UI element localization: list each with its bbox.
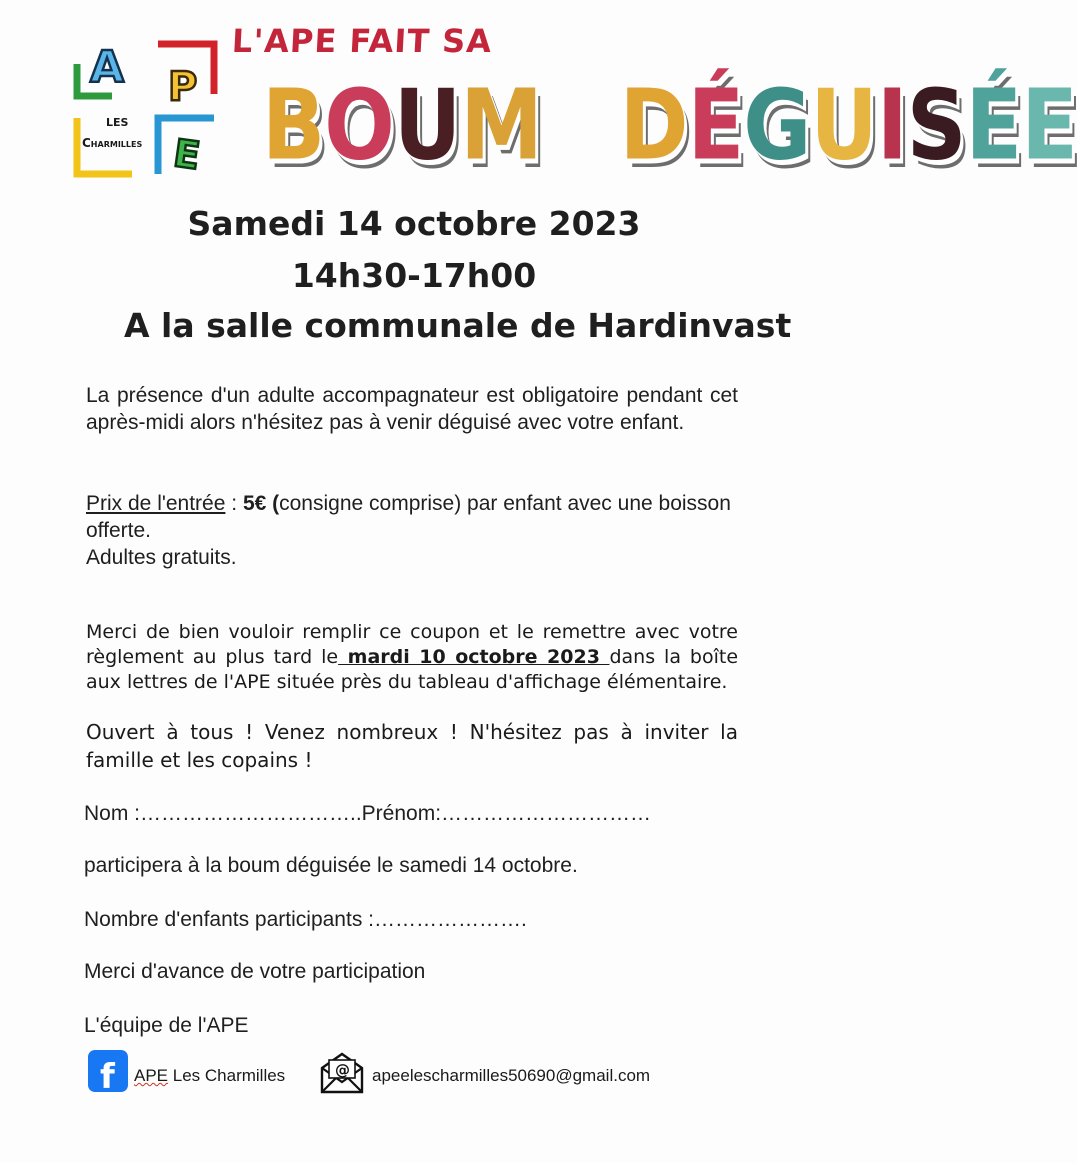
svg-text:P: P [168,64,198,110]
title-word-deguisee [619,68,1077,183]
svg-text:@: @ [335,1061,350,1079]
adults-free: Adultes gratuits. [86,546,237,569]
logo-letter-a [86,42,130,93]
title-word-boum [262,68,542,183]
coupon-text-start: Merci de bien vouloir remplir ce coupon et le remettre avec votre règlement au plus tard le [86,621,738,668]
price-label: Prix de l'entrée [86,492,226,515]
title-letter: M [460,68,542,183]
coupon-instructions [86,620,738,695]
event-venue: A la salle communale de Hardinvast [124,306,792,345]
children-count-field: Nombre d'enfants participants :…………………. [84,908,527,931]
title-letter: É [687,68,744,183]
title-letter: I [876,68,907,183]
price-details: consigne comprise) par enfant avec une boisson offerte. [86,492,731,542]
title-letter: U [810,68,877,183]
name-fields: Nom :…………………………..Prénom:………………………… [84,802,652,825]
logo-letter-e [170,130,210,179]
event-date: Samedi 14 octobre 2023 [187,204,641,243]
price-paragraph [86,490,746,544]
logo-name-line2: Charmilles [82,136,143,150]
title-letter: E [1021,68,1077,183]
facebook-prefix: APE [134,1066,169,1085]
price-value: 5€ ( [242,492,280,515]
ape-logo [72,36,222,181]
facebook-suffix: Les Charmilles [168,1066,286,1085]
price-separator: : [225,492,243,515]
svg-text:E: E [170,130,203,179]
thanks-line: Merci d'avance de votre participation [84,960,426,983]
facebook-icon[interactable] [88,1050,128,1097]
contact-email[interactable]: apeelescharmilles50690@gmail.com [372,1066,651,1085]
logo-letter-p [164,60,204,110]
title-letter: U [393,68,461,183]
logo-name-line1: LES [106,116,129,129]
title-letter: D [619,68,688,183]
tagline: L'APE FAIT SA [231,22,494,60]
title-letter: O [324,68,394,183]
title-letter: G [743,68,811,183]
info-paragraph: La présence d'un adulte accompagnateur est obligatoire pendant cet après-midi alors n'hésitez pas à venir déguisé avec votre enfant. [86,384,738,434]
event-title [262,68,1077,183]
email-envelope-icon [318,1050,366,1096]
title-letter: B [262,68,325,183]
svg-text:A: A [90,42,125,93]
title-letter: S [906,68,966,183]
svg-text:f: f [100,1057,115,1097]
title-letter: É [965,68,1022,183]
participation-line: participera à la boum déguisée le samedi 14 octobre. [84,854,578,877]
coupon-text-end: dans la boîte aux lettres de l'APE située près du tableau d'affichage élémentaire. [86,646,739,693]
coupon-deadline: mardi 10 octobre 2023 [338,646,610,668]
open-invitation: Ouvert à tous ! Venez nombreux ! N'hésitez pas à inviter la famille et les copains ! [86,720,738,772]
signature-line: L'équipe de l'APE [84,1014,249,1037]
facebook-page-name[interactable] [134,1066,285,1086]
event-time: 14h30-17h00 [291,256,537,295]
